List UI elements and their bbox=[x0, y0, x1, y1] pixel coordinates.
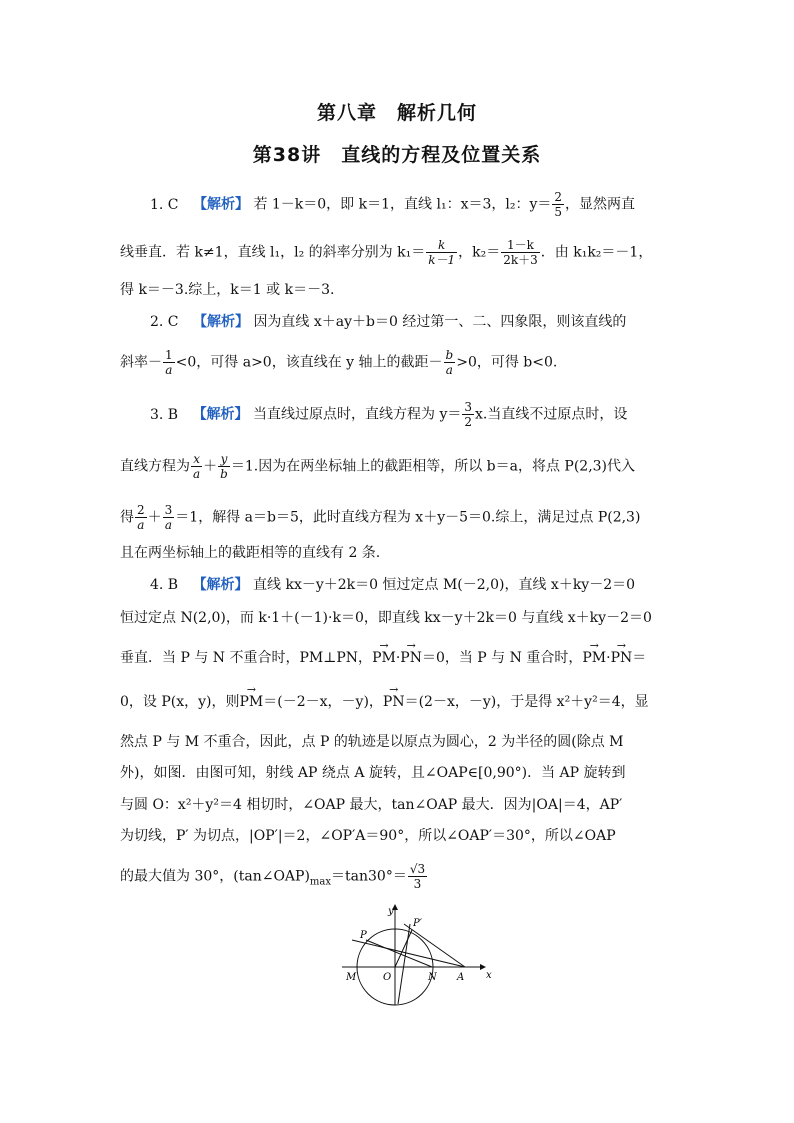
q4-line-5: 然点 P 与 M 不重合，因此，点 P 的轨迹是以原点为圆心，2 为半径的圆(除点 M bbox=[120, 734, 624, 750]
q2-answer: 2. C bbox=[150, 314, 179, 330]
q3-answer: 3. B bbox=[150, 406, 179, 423]
q1-line-2: 线垂直．若 k≠1，直线 l₁，l₂ 的斜率分别为 k₁＝ $\frac{k}{k-1}$ ，k₂＝ $\frac{1-k}{2k+3}$ ．由 k₁k₂＝－1， bbox=[120, 238, 653, 267]
q1-line-1: 1. C 【解析】 若 1－k＝0，即 k＝1，直线 l₁：x＝3，l₂：y＝ $\frac{2}{5}$ ，显然两直 bbox=[150, 190, 636, 219]
q3-fraction: $\frac{3}{a}$ bbox=[164, 503, 173, 532]
analysis-tag: 【解析】 bbox=[192, 406, 249, 423]
q1-fraction: $\frac{1-k}{2k+3}$ bbox=[503, 238, 538, 267]
line-p-prime bbox=[398, 924, 410, 1004]
q1-text: 若 1－k＝0，即 k＝1，直线 l₁：x＝3，l₂：y＝ bbox=[253, 196, 552, 213]
label-n: N bbox=[428, 972, 437, 983]
q4-line-3: 垂直．当 P 与 N 不重合时，PM⊥PN，→ PM·→ PN＝0，当 P 与 N 重合时，→ PM·→ PN＝ bbox=[120, 648, 646, 668]
q3-fraction: $\frac{y}{b}$ bbox=[220, 452, 228, 481]
q3-fraction: $\frac{2}{a}$ bbox=[137, 503, 145, 532]
label-o: O bbox=[383, 972, 392, 983]
chapter-title: 第八章 解析几何 bbox=[316, 102, 477, 124]
line-ap bbox=[352, 940, 465, 967]
label-m: M bbox=[346, 972, 357, 983]
q4-line-6: 外)，如图．由图可知，射线 AP 绕点 A 旋转，且∠OAP∈[0,90°)．当 AP 旋转到 bbox=[120, 765, 626, 781]
q1-answer: 1. C bbox=[150, 196, 179, 213]
tangent-ap-prime bbox=[404, 924, 465, 967]
q4-line-8: 为切线，P′ 为切点，|OP′|＝2，∠OP′A＝90°，所以∠OAP′＝30°，所以∠OAP bbox=[120, 828, 616, 844]
label-x: x bbox=[486, 970, 492, 981]
line-pn bbox=[366, 940, 432, 967]
label-p-prime: P′ bbox=[413, 918, 422, 929]
q3-line-3: 得 $\frac{2}{a}$ ＋ $\frac{3}{a}$ ＝1，解得 a＝b＝5，此时直线方程为 x＋y－5＝0.综上，满足过点 P(2,3) bbox=[120, 503, 641, 532]
analysis-tag: 【解析】 bbox=[192, 196, 249, 213]
q3-line-2: 直线方程为 $\frac{x}{a}$ ＋ $\frac{y}{b}$ ＝1.因为在两坐标轴上的截距相等，所以 b＝a，将点 P(2,3)代入 bbox=[120, 452, 636, 481]
q2-fraction: $\frac{b}{a}$ bbox=[445, 348, 454, 377]
q3-fraction: $\frac{x}{a}$ bbox=[193, 452, 201, 481]
q4-fraction: $\frac{√3}{3}$ bbox=[409, 862, 426, 891]
radius-op-prime bbox=[395, 930, 412, 967]
analysis-tag: 【解析】 bbox=[192, 314, 249, 330]
label-a: A bbox=[457, 972, 465, 983]
q1-fraction: $\frac{k}{k-1}$ bbox=[428, 238, 456, 267]
label-y: y bbox=[388, 906, 394, 917]
q1-line-3: 得 k＝－3.综上，k＝1 或 k＝－3. bbox=[120, 282, 335, 298]
q4-line-4: 0，设 P(x，y)，则→ PM＝(－2－x，－y)，→ PN＝(2－x，－y)，于是得 x²＋y²＝4，显 bbox=[120, 692, 649, 712]
lesson-title: 第38讲 直线的方程及位置关系 bbox=[252, 144, 542, 166]
q4-line-9: 的最大值为 30°，$(\tan\angle OAP)_{max}=\tan 30^\circ=$ $\frac{√3}{3}$ bbox=[120, 862, 426, 891]
q1-fraction: $\frac{2}{5}$ bbox=[554, 190, 563, 219]
q3-fraction: $\frac{3}{2}$ bbox=[464, 400, 473, 429]
q2-line-2: 斜率－ $\frac{1}{a}$ <0，可得 a>0，该直线在 y 轴上的截距－ $\frac{b}{a}$ >0，可得 b<0. bbox=[120, 348, 558, 377]
geometry-figure bbox=[340, 900, 490, 1010]
q4-answer: 4. B bbox=[150, 577, 179, 593]
q4-line-7: 与圆 O：x²＋y²＝4 相切时，∠OAP 最大，tan∠OAP 最大．因为|OA|＝4，AP′ bbox=[120, 797, 623, 813]
analysis-tag: 【解析】 bbox=[192, 577, 249, 593]
q4-line-2: 恒过定点 N(2,0)，而 k·1＋(－1)·k＝0，即直线 kx－y＋2k＝0 与直线 x＋ky－2＝0 bbox=[120, 610, 652, 626]
q2-line-1: 2. C 【解析】 因为直线 x＋ay＋b＝0 经过第一、二、四象限，则该直线的 bbox=[150, 314, 627, 330]
q3-line-1: 3. B 【解析】 当直线过原点时，直线方程为 y＝ $\frac{3}{2}$ x.当直线不过原点时，设 bbox=[150, 400, 628, 429]
q2-fraction: $\frac{1}{a}$ bbox=[165, 348, 173, 377]
label-p: P bbox=[360, 930, 367, 941]
q3-line-4: 且在两坐标轴上的截距相等的直线有 2 条. bbox=[120, 545, 381, 561]
q4-line-1: 4. B 【解析】 直线 kx－y＋2k＝0 恒过定点 M(－2,0)，直线 x＋ky－2＝0 bbox=[150, 577, 636, 593]
